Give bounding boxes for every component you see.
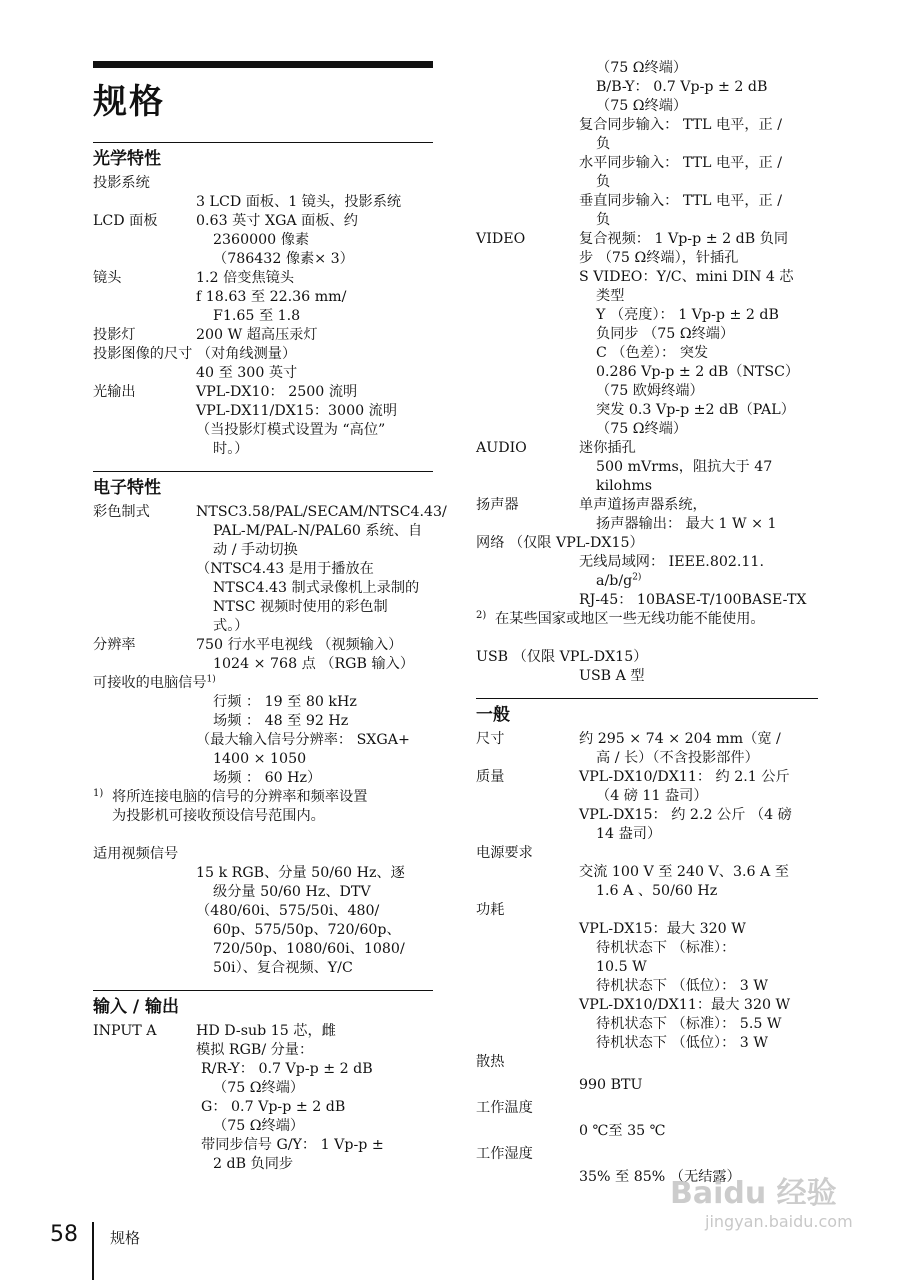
power-label: 电源要求 — [476, 845, 533, 861]
speaker-label: 扬声器 — [476, 497, 519, 513]
audio-line-2: 500 mVrms，阻抗大于 47 — [596, 459, 773, 475]
video-in-line-2: 步 （75 Ω终端），针插孔 — [579, 250, 739, 266]
io-section — [93, 990, 433, 1018]
footnote-1-mark: 1) — [93, 788, 104, 799]
mass-line-1: VPL-DX10/DX11： 约 2.1 公斤 — [579, 769, 790, 785]
consumption-line-3: 10.5 W — [596, 959, 647, 975]
lamp-value: 200 W 超高压汞灯 — [196, 327, 318, 343]
lcd-row — [93, 212, 433, 231]
input-a-line-3: R/R-Y： 0.7 Vp-p ± 2 dB — [201, 1061, 373, 1077]
network-line-2 — [476, 572, 818, 591]
page-title: 规格 — [93, 82, 165, 122]
resolution-row — [93, 636, 433, 655]
video-in-line-5: Y （亮度）： 1 Vp-p ± 2 dB — [596, 307, 779, 323]
general-section — [476, 698, 818, 726]
mass-label: 质量 — [476, 769, 505, 785]
audio-line-3: kilohms — [596, 478, 653, 494]
size-value: 40 至 300 英寸 — [196, 365, 298, 381]
input-a-line-7: 带同步信号 G/Y： 1 Vp-p ± — [201, 1137, 384, 1153]
resolution-line-2: 1024 × 768 点 （RGB 输入） — [213, 656, 415, 672]
footer-label: 规格 — [110, 1229, 141, 1247]
video-in-line-8: 0.286 Vp-p ± 2 dB（NTSC） — [596, 364, 800, 380]
consumption-line-1: VPL-DX15：最大 320 W — [579, 921, 746, 937]
footnote-1-cont — [93, 807, 433, 826]
audio-row — [476, 439, 818, 458]
right-column — [476, 59, 818, 1187]
footer-divider — [92, 1222, 94, 1280]
lens-line-1: 1.2 倍变焦镜头 — [196, 270, 295, 286]
io-title: 输入 / 输出 — [93, 997, 180, 1017]
humidity-label: 工作湿度 — [476, 1146, 533, 1162]
output-line-3: （当投影灯模式设置为 “高位” — [196, 422, 386, 438]
video-label: VIDEO — [476, 231, 526, 247]
audio-line-1: 迷你插孔 — [579, 440, 636, 456]
input-a-line-6: （75 Ω终端） — [213, 1118, 305, 1134]
footnote-2 — [476, 610, 818, 629]
humidity-value: 35% 至 85% （无结露） — [579, 1169, 741, 1185]
video-line-3: （480/60i、575/50i、480/ — [196, 903, 380, 919]
usb-label: USB （仅限 VPL-DX15） — [476, 649, 648, 665]
consumption-label: 功耗 — [476, 902, 505, 918]
input-a-cont-8: 垂直同步输入： TTL 电平，正 / — [579, 193, 782, 209]
output-line-2: VPL-DX11/DX15：3000 流明 — [196, 403, 398, 419]
consumption-line-6: 待机状态下 （标准）： 5.5 W — [596, 1016, 782, 1032]
input-a-line-8: 2 dB 负同步 — [213, 1156, 294, 1172]
video-in-line-4: 类型 — [596, 288, 625, 304]
footnote-1-line-1: 将所连接电脑的信号的分辨率和频率设置 — [112, 789, 368, 805]
footnote-2-mark: 2) — [476, 610, 487, 621]
video-in-line-6: 负同步 （75 Ω终端） — [596, 326, 735, 342]
pc-line-3: （最大输入信号分辨率： SXGA+ — [196, 732, 410, 748]
input-a-cont-6: 水平同步输入： TTL 电平，正 / — [579, 155, 782, 171]
footnote-2-text: 在某些国家或地区一些无线功能不能使用。 — [495, 611, 765, 627]
consumption-line-5: VPL-DX10/DX11：最大 320 W — [579, 997, 791, 1013]
input-a-line-4: （75 Ω终端） — [213, 1080, 305, 1096]
electronic-title: 电子特性 — [93, 478, 161, 498]
pc-line-2: 场频 ： 48 至 92 Hz — [213, 713, 349, 729]
output-line-4: 时。） — [213, 441, 249, 457]
resolution-label: 分辨率 — [93, 637, 136, 653]
network-line-3: RJ-45： 10BASE-T/100BASE-TX — [579, 592, 807, 608]
consumption-line-2: 待机状态下 （标准）： — [596, 940, 736, 956]
color-line-1: NTSC3.58/PAL/SECAM/NTSC4.43/ — [196, 504, 447, 520]
color-label: 彩色制式 — [93, 504, 150, 520]
input-a-cont-7: 负 — [596, 174, 611, 190]
lens-label: 镜头 — [93, 270, 122, 286]
lens-line-3: F1.65 至 1.8 — [213, 308, 301, 324]
color-line-5: NTSC4.43 制式录像机上录制的 — [213, 580, 420, 596]
dimension-label: 尺寸 — [476, 731, 505, 747]
video-in-line-11: （75 Ω终端） — [596, 421, 688, 437]
title-rule — [93, 61, 433, 68]
projection-value: 3 LCD 面板、1 镜头，投影系统 — [196, 194, 402, 210]
speaker-line-2: 扬声器输出： 最大 1 W × 1 — [596, 516, 777, 532]
footnote-ref-2: 2) — [632, 572, 642, 583]
lens-row — [93, 269, 433, 288]
network-label: 网络 （仅限 VPL-DX15） — [476, 535, 644, 551]
footnote-1-line-2: 为投影机可接收预设信号范围内。 — [112, 808, 325, 824]
watermark-url: jingyan.baidu.com — [705, 1212, 853, 1231]
video-in-line-10: 突发 0.3 Vp-p ±2 dB（PAL） — [596, 402, 795, 418]
resolution-line-1: 750 行水平电视线 （视频输入） — [196, 637, 403, 653]
mass-line-3: VPL-DX15： 约 2.2 公斤 （4 磅 — [579, 807, 792, 823]
electronic-section — [93, 471, 433, 499]
lcd-line-3: （786432 像素× 3） — [213, 251, 354, 267]
color-line-2: PAL-M/PAL-N/PAL60 系统、自 — [213, 523, 423, 539]
heat-value: 990 BTU — [579, 1077, 643, 1093]
color-row — [93, 503, 447, 522]
consumption-line-4: 待机状态下 （低位）： 3 W — [596, 978, 768, 994]
pc-line-4: 1400 × 1050 — [213, 751, 307, 767]
video-in-line-3: S VIDEO：Y/C、mini DIN 4 芯 — [579, 269, 794, 285]
mass-row — [476, 768, 818, 787]
speaker-row — [476, 496, 818, 515]
dimension-line-2: 高 / 长）（不含投影部件） — [596, 750, 759, 766]
footnote-1 — [93, 788, 433, 807]
input-a-line-2: 模拟 RGB/ 分量： — [196, 1042, 314, 1058]
color-line-3: 动 / 手动切换 — [213, 542, 298, 558]
left-column — [93, 142, 447, 1174]
dimension-line-1: 约 295 × 74 × 204 mm（宽 / — [579, 731, 781, 747]
power-line-2: 1.6 A 、50/60 Hz — [596, 883, 718, 899]
optical-title: 光学特性 — [93, 149, 161, 169]
temperature-label: 工作温度 — [476, 1100, 533, 1116]
lamp-label: 投影灯 — [93, 327, 136, 343]
pc-signal-label — [93, 674, 433, 693]
pc-signal-text: 可接收的电脑信号 — [93, 675, 207, 691]
lcd-line-1: 0.63 英寸 XGA 面板、约 — [196, 213, 358, 229]
input-a-row — [93, 1022, 433, 1041]
audio-label: AUDIO — [476, 440, 527, 456]
page-number: 58 — [50, 1222, 78, 1247]
video-line-4: 60p、575/50p、720/60p、 — [213, 922, 401, 938]
video-line-2: 级分量 50/60 Hz、DTV — [213, 884, 371, 900]
optical-section — [93, 142, 433, 170]
video-in-line-9: （75 欧姆终端） — [596, 383, 704, 399]
input-a-line-5: G： 0.7 Vp-p ± 2 dB — [201, 1099, 346, 1115]
video-signal-label: 适用视频信号 — [93, 846, 179, 862]
mass-line-4: 14 盎司） — [596, 826, 662, 842]
video-line-5: 720/50p、1080/60i、1080/ — [213, 941, 405, 957]
video-line-1: 15 k RGB、分量 50/60 Hz、逐 — [196, 865, 405, 881]
power-line-1: 交流 100 V 至 240 V、3.6 A 至 — [579, 864, 789, 880]
network-line-1: 无线局域网： IEEE.802.11. — [579, 554, 764, 570]
video-in-line-7: C （色差）： 突发 — [596, 345, 709, 361]
footnote-ref-1: 1) — [206, 674, 216, 685]
video-in-line-1: 复合视频： 1 Vp-p ± 2 dB 负同 — [579, 231, 789, 247]
input-a-cont-9: 负 — [596, 212, 611, 228]
lamp-row — [93, 326, 433, 345]
projection-label: 投影系统 — [93, 175, 150, 191]
output-row — [93, 383, 433, 402]
usb-value: USB A 型 — [579, 668, 645, 684]
video-line-6: 50i）、复合视频、Y/C — [213, 960, 353, 976]
size-label: 投影图像的尺寸 （对角线测量） — [93, 346, 297, 362]
consumption-line-7: 待机状态下 （低位）： 3 W — [596, 1035, 768, 1051]
general-title: 一般 — [476, 705, 510, 725]
color-line-4: （NTSC4.43 是用于播放在 — [196, 561, 374, 577]
temperature-value: 0 ℃至 35 ℃ — [579, 1123, 666, 1139]
input-a-cont-2: B/B-Y： 0.7 Vp-p ± 2 dB — [596, 79, 768, 95]
mass-line-2: （4 磅 11 盎司） — [596, 788, 708, 804]
lcd-label: LCD 面板 — [93, 213, 158, 229]
input-a-cont-5: 负 — [596, 136, 611, 152]
video-row — [476, 230, 818, 249]
color-line-6: NTSC 视频时使用的彩色制 — [213, 599, 388, 615]
watermark-logo: Baidu 经验 — [670, 1176, 837, 1211]
dimension-row — [476, 730, 818, 749]
input-a-cont-3: （75 Ω终端） — [596, 98, 688, 114]
speaker-line-1: 单声道扬声器系统， — [579, 497, 707, 513]
input-a-line-1: HD D-sub 15 芯，雌 — [196, 1023, 336, 1039]
input-a-cont-1: （75 Ω终端） — [596, 60, 688, 76]
input-a-cont-4: 复合同步输入： TTL 电平，正 / — [579, 117, 782, 133]
heat-label: 散热 — [476, 1054, 505, 1070]
pc-line-5: 场频 ： 60 Hz） — [213, 770, 322, 786]
color-line-7: 式。） — [213, 618, 249, 634]
lens-line-2: f 18.63 至 22.36 mm/ — [196, 289, 347, 305]
network-line-2-text: a/b/g — [596, 573, 633, 589]
lcd-line-2: 2360000 像素 — [213, 232, 310, 248]
pc-line-1: 行频 ： 19 至 80 kHz — [213, 694, 357, 710]
output-label: 光输出 — [93, 384, 136, 400]
input-a-label: INPUT A — [93, 1023, 157, 1039]
output-line-1: VPL-DX10： 2500 流明 — [196, 384, 358, 400]
